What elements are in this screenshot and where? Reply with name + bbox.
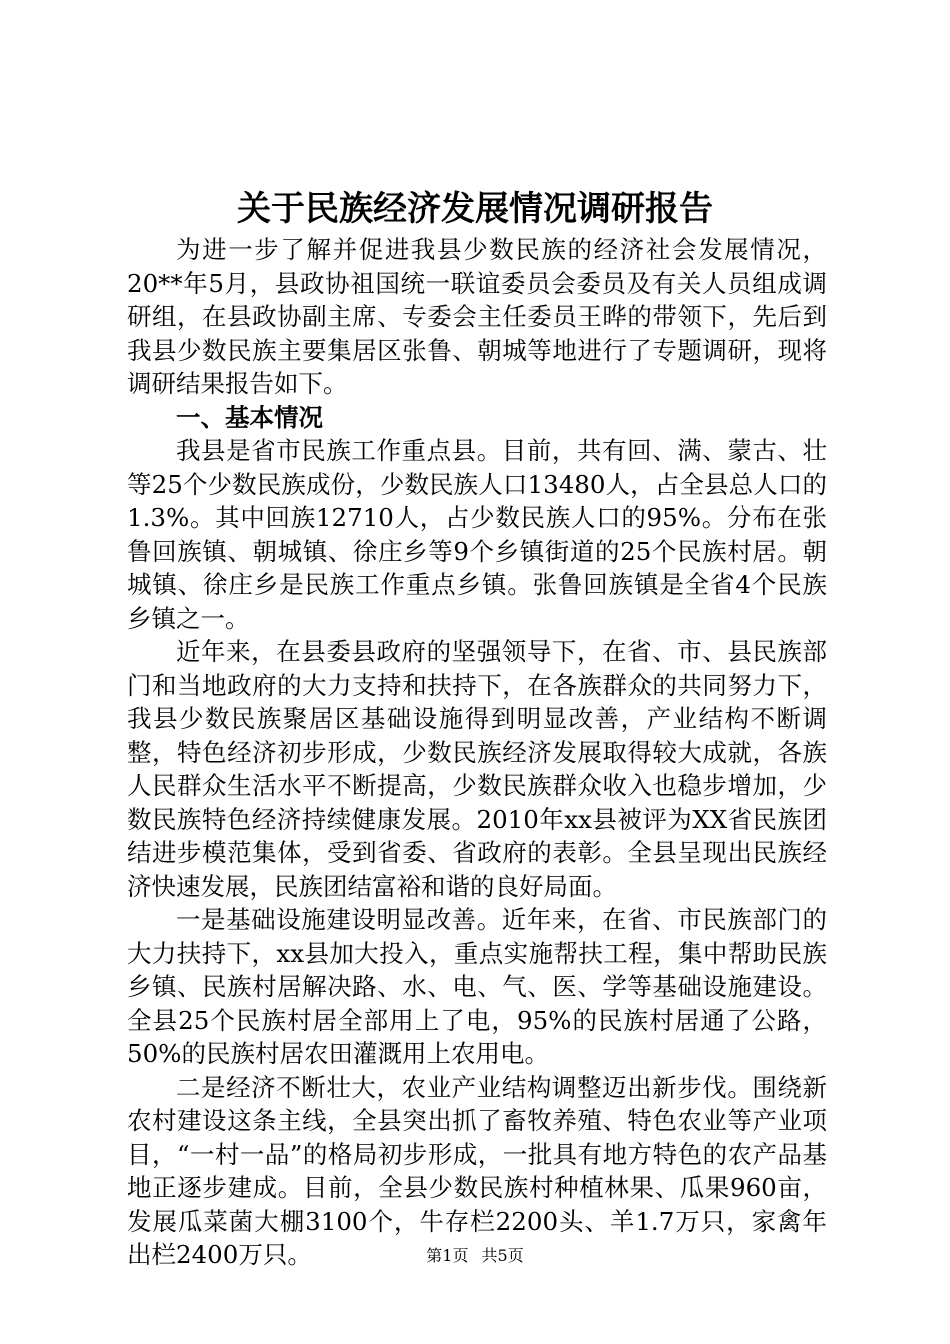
body-paragraph: 我县是省市民族工作重点县。目前，共有回、满、蒙古、壮等25个少数民族成份，少数民族人口13480人，占全县总人口的1.3%。其中回族12710人，占少数民族人口的95%。分布在张鲁回族镇、朝城镇、徐庄乡等9个乡镇街道的25个民族村居。朝城镇、徐庄乡是民族工作重点乡镇。张鲁回族镇是全省4个民族乡镇之一。	[127, 436, 827, 633]
document-body	[127, 233, 827, 1272]
body-paragraph: 一是基础设施建设明显改善。近年来，在省、市民族部门的大力扶持下，xx县加大投入，重点实施帮扶工程，集中帮助民族乡镇、民族村居解决路、水、电、气、医、学等基础设施建设。全县25个民族村居全部用上了电，95%的民族村居通了公路，50%的民族村居农田灌溉用上农用电。	[127, 905, 827, 1068]
body-paragraph: 近年来，在县委县政府的坚强领导下，在省、市、县民族部门和当地政府的大力支持和扶持下，在各族群众的共同努力下，我县少数民族聚居区基础设施得到明显改善，产业结构不断调整，特色经济初步形成，少数民族经济发展取得较大成就，各族人民群众生活水平不断提高，少数民族群众收入也稳步增加，少数民族特色经济持续健康发展。2010年xx县被评为XX省民族团结进步模范集体，受到省委、省政府的表彰。全县呈现出民族经济快速发展，民族团结富裕和谐的良好局面。	[127, 637, 827, 901]
body-paragraph: 二是经济不断壮大，农业产业结构调整迈出新步伐。围绕新农村建设这条主线，全县突出抓了畜牧养殖、特色农业等产业项目，“一村一品”的格局初步形成，一批具有地方特色的农产品基地正逐步建成。目前，全县少数民族村种植林果、瓜果960亩，发展瓜菜菌大棚3100个，牛存栏2200头、羊1.7万只，家禽年出栏2400万只。	[127, 1072, 827, 1269]
intro-paragraph: 为进一步了解并促进我县少数民族的经济社会发展情况，20**年5月，县政协祖国统一联谊委员会委员及有关人员组成调研组，在县政协副主席、专委会主任委员王晔的带领下，先后到我县少数民族主要集居区张鲁、朝城等地进行了专题调研，现将调研结果报告如下。	[127, 235, 827, 398]
page-footer	[0, 1244, 950, 1268]
page-number: 第1页	[426, 1246, 469, 1265]
section-heading: 一、基本情况	[176, 402, 323, 432]
document-title: 关于民族经济发展情况调研报告	[237, 189, 713, 229]
page-total: 共5页	[481, 1246, 524, 1265]
